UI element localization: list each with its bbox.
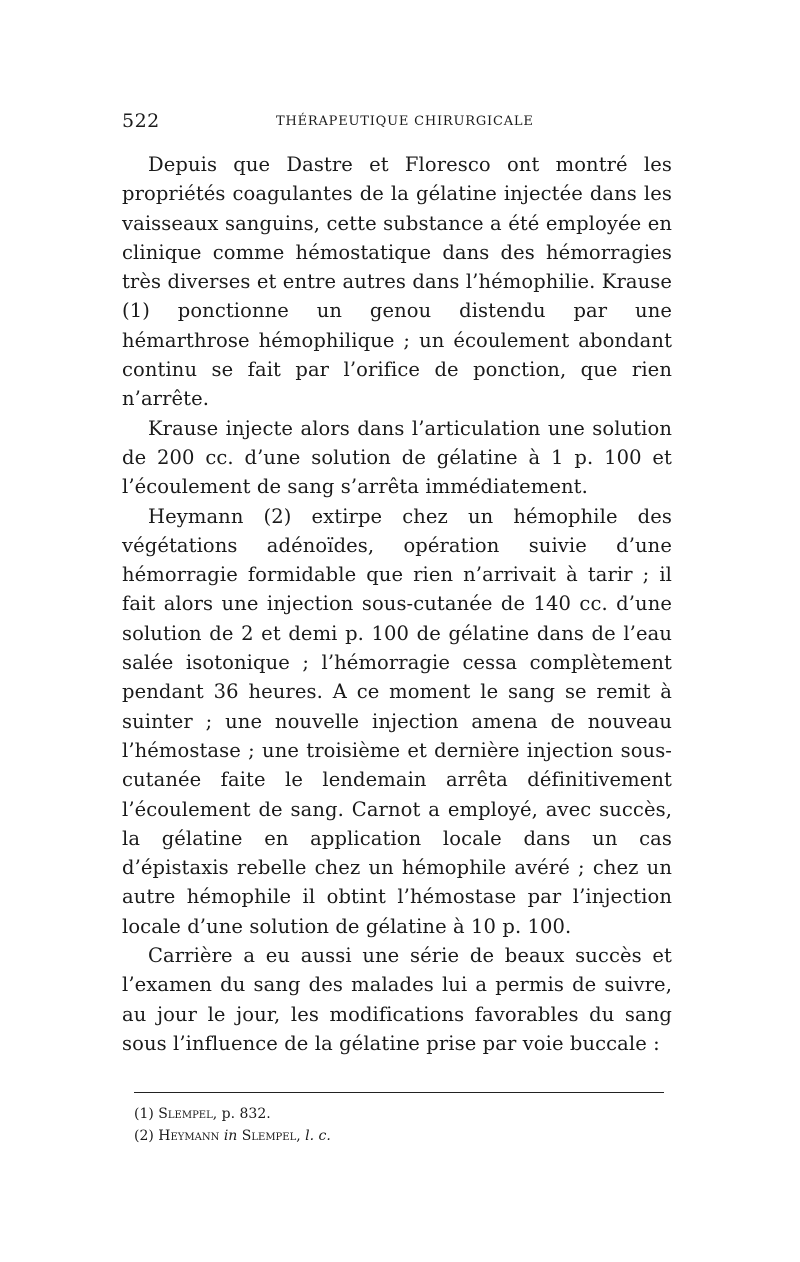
footnote-author: Slempel — [158, 1106, 213, 1123]
running-title: THÉRAPEUTIQUE CHIRURGICALE — [276, 114, 534, 129]
footnote-2 — [134, 1125, 672, 1147]
running-head — [122, 110, 672, 140]
footnote-in: in — [223, 1128, 238, 1145]
paragraph-heymann: Heymann (2) extirpe chez un hémophile des végétations adénoïdes, opération suivie d’une hémorragie formidable que rien n’arrivait à tarir ; il fait alors une injection sous-cutanée de 140 cc. d’une solution de 2 et demi p. 100 de gélatine dans de l’eau salée isotonique ; l’hémorragie cessa complètement pendant 36 heures. A ce moment le sang se remit à suinter ; une nouvelle injection amena de nouveau l’hémostase ; une troisième et dernière injection sous-cutanée faite le lendemain arrêta définitivement l’écoulement de sang. Carnot a employé, avec succès, la gélatine en application locale dans un cas d’épistaxis rebelle chez un hémophile avéré ; chez un autre hémophile il obtint l’hémostase par l’injection locale d’une solution de gélatine à 10 p. 100. — [122, 504, 672, 938]
footnotes — [134, 1103, 672, 1147]
footnote-author: Heymann — [158, 1128, 220, 1145]
footnote-separator-comma: , — [296, 1128, 301, 1145]
footnote-marker: (1) — [134, 1106, 154, 1123]
paragraph-carriere: Carrière a eu aussi une série de beaux succès et l’examen du sang des malades lui a permis de suivre, au jour le jour, les modifications favorables du sang sous l’influence de la gélatine prise par voie buccale : — [122, 944, 672, 1055]
footnote-loc-cit: l. c. — [305, 1128, 331, 1145]
paragraph-dastre-floresco: Depuis que Dastre et Floresco ont montré les propriétés coagulantes de la gélatine injectée dans les vaisseaux sanguins, cette substance a été employée en clinique comme hémostatique dans des hémorragies très diverses et entre autres dans l’hémophilie. Krause (1) ponctionne un genou distendu par une hémarthrose hémophilique ; un écoulement abondant continu se fait par l’orifice de ponction, que rien n’arrête. — [122, 153, 672, 411]
footnote-1 — [134, 1103, 672, 1125]
footnote-separator — [134, 1092, 664, 1093]
book-page — [122, 110, 672, 1147]
page-number: 522 — [122, 110, 160, 132]
footnote-marker: (2) — [134, 1128, 154, 1145]
footnote-author-cited: Slempel — [241, 1128, 297, 1145]
body-text — [122, 150, 672, 1058]
paragraph-krause: Krause injecte alors dans l’articulation une solution de 200 cc. d’une solution de gélatine à 1 p. 100 et l’écoulement de sang s’arrêta immédiatement. — [122, 416, 672, 499]
footnote-reference: , p. 832. — [212, 1106, 271, 1123]
